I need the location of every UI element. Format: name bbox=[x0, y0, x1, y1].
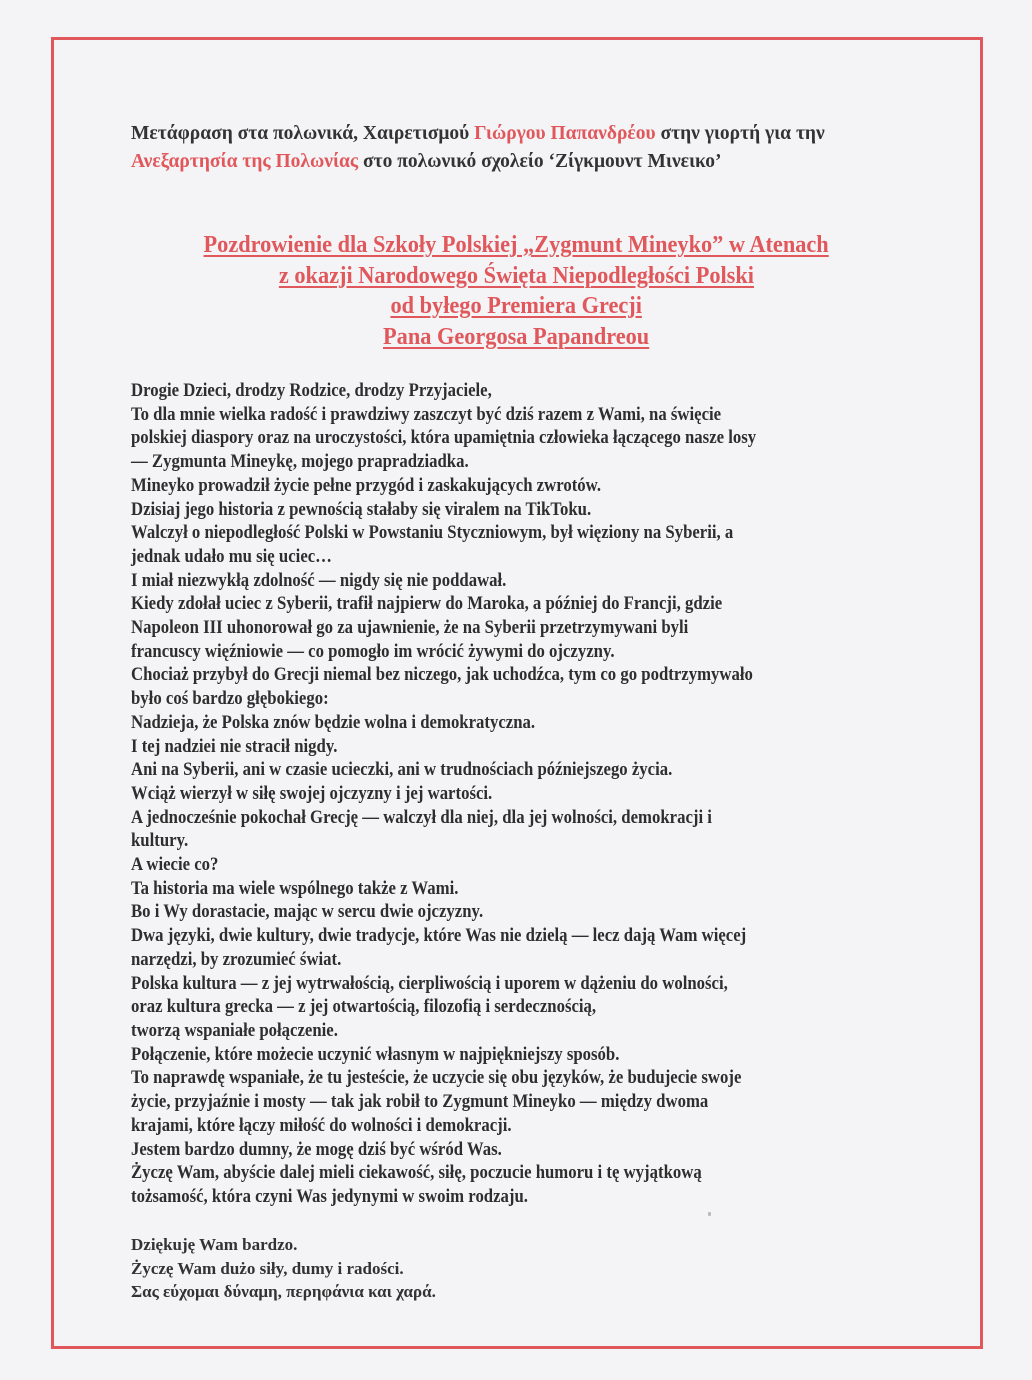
intro-text: στο πολωνικό σχολείο ‘Ζίγκμουντ Μινεικο’ bbox=[358, 151, 722, 172]
intro-highlight-name: Γιώργου Παπανδρέου bbox=[474, 123, 656, 144]
body-line: Napoleon III uhonorował go za ujawnienie, że na Syberii przetrzymywani byli bbox=[131, 618, 689, 639]
document-title bbox=[100, 230, 932, 352]
body-line: krajami, które łączy miłość do wolności i demokracji. bbox=[131, 1115, 512, 1136]
body-line: Ta historia ma wiele wspólnego także z Wami. bbox=[131, 878, 459, 899]
body-line: polskiej diaspory oraz na uroczystości, która upamiętnia człowieka łączącego nasze losy bbox=[131, 428, 757, 449]
title-text: Pana Georgosa Papandreou bbox=[382, 323, 650, 350]
body-line: życie, przyjaźnie i mosty — tak jak robił to Zygmunt Mineyko — między dwoma bbox=[131, 1092, 709, 1113]
title-line bbox=[100, 322, 932, 353]
body-line: To dla mnie wielka radość i prawdziwy zaszczyt być dziś razem z Wami, na święcie bbox=[131, 404, 722, 425]
body-line: francuscy więźniowie — co pomogło im wrócić żywymi do ojczyzny. bbox=[131, 641, 615, 662]
body-line: tworzą wspaniałe połączenie. bbox=[131, 1020, 338, 1041]
title-line bbox=[100, 291, 932, 322]
body-line: kultury. bbox=[131, 831, 189, 852]
closing-block bbox=[131, 1233, 831, 1304]
scan-speck bbox=[708, 1212, 711, 1216]
body-line: A wiecie co? bbox=[131, 855, 219, 876]
body-line: Walczył o niepodległość Polski w Powstaniu Styczniowym, był więziony na Syberii, a bbox=[131, 523, 734, 544]
title-text: Pozdrowienie dla Szkoły Polskiej „Zygmunt Mineyko” w Atenach bbox=[203, 232, 829, 258]
body-line: oraz kultura grecka — z jej otwartością, filozofią i serdecznością, bbox=[131, 997, 597, 1018]
body-line: Kiedy zdołał uciec z Syberii, trafił najpierw do Maroka, a później do Francji, gdzie bbox=[131, 594, 723, 615]
body-line: tożsamość, która czyni Was jedynymi w swoim rodzaju. bbox=[131, 1186, 528, 1207]
title-line bbox=[100, 230, 932, 261]
body-line: Jestem bardzo dumny, że mogę dziś być wśród Was. bbox=[131, 1139, 502, 1160]
body-line: To naprawdę wspaniałe, że tu jesteście, że uczycie się obu języków, że budujecie swoje bbox=[131, 1068, 742, 1089]
title-text: z okazji Narodowego Święta Niepodległości Polski bbox=[278, 262, 754, 289]
title-text: od byłego Premiera Grecji bbox=[390, 293, 642, 319]
body-line: Połączenie, które możecie uczynić własnym w najpiękniejszy sposób. bbox=[131, 1044, 620, 1065]
intro-text: Μετάφραση στα πολωνικά, Χαιρετισμού bbox=[131, 123, 475, 144]
body-line: Ani na Syberii, ani w czasie ucieczki, ani w trudnościach późniejszego życia. bbox=[131, 760, 673, 781]
body-line: Bo i Wy dorastacie, mając w sercu dwie ojczyzny. bbox=[131, 902, 484, 923]
body-line: Chociaż przybył do Grecji niemal bez niczego, jak uchodźca, tym co go podtrzymywało bbox=[131, 665, 753, 686]
body-line: Drogie Dzieci, drodzy Rodzice, drodzy Przyjaciele, bbox=[131, 381, 492, 401]
closing-wishes-greek: Σας εύχομαι δύναμη, περηφάνια και χαρά. bbox=[131, 1282, 436, 1301]
title-line bbox=[100, 261, 932, 292]
intro-highlight-independence: Ανεξαρτησία της Πολωνίας bbox=[131, 151, 359, 172]
body-line: — Zygmunta Mineykę, mojego prapradziadka. bbox=[131, 452, 469, 473]
body-line: I miał niezwykłą zdolność — nigdy się nie poddawał. bbox=[131, 570, 507, 591]
closing-wishes-polish: Życzę Wam dużo siły, dumy i radości. bbox=[131, 1258, 404, 1278]
body-line: A jednocześnie pokochał Grecję — walczył dla niej, dla jej wolności, demokracji i bbox=[131, 807, 712, 828]
body-line: jednak udało mu się uciec… bbox=[131, 546, 332, 567]
body-line: Nadzieja, że Polska znów będzie wolna i demokratyczna. bbox=[131, 712, 536, 733]
body-line: Dwa języki, dwie kultury, dwie tradycje, które Was nie dzielą — lecz dają Wam więcej bbox=[131, 926, 747, 947]
greek-intro bbox=[131, 120, 891, 176]
body-line: Mineyko prowadził życie pełne przygód i zaskakujących zwrotów. bbox=[131, 475, 602, 496]
body-line: I tej nadziei nie stracił nigdy. bbox=[131, 736, 338, 757]
body-line: Polska kultura — z jej wytrwałością, cierpliwością i uporem w dążeniu do wolności, bbox=[131, 973, 728, 994]
intro-text: στην γιορτή για την bbox=[655, 123, 825, 144]
letter-body bbox=[131, 380, 1011, 1210]
body-line: Życzę Wam, abyście dalej mieli ciekawość, siłę, poczucie humoru i tę wyjątkową bbox=[131, 1163, 702, 1184]
body-line: było coś bardzo głębokiego: bbox=[131, 689, 329, 710]
body-line: Wciąż wierzył w siłę swojej ojczyzny i jej wartości. bbox=[131, 783, 493, 804]
body-line: narzędzi, by zrozumieć świat. bbox=[131, 949, 342, 970]
body-line: Dzisiaj jego historia z pewnością stałaby się viralem na TikToku. bbox=[131, 499, 592, 520]
closing-thanks: Dziękuję Wam bardzo. bbox=[131, 1235, 298, 1254]
